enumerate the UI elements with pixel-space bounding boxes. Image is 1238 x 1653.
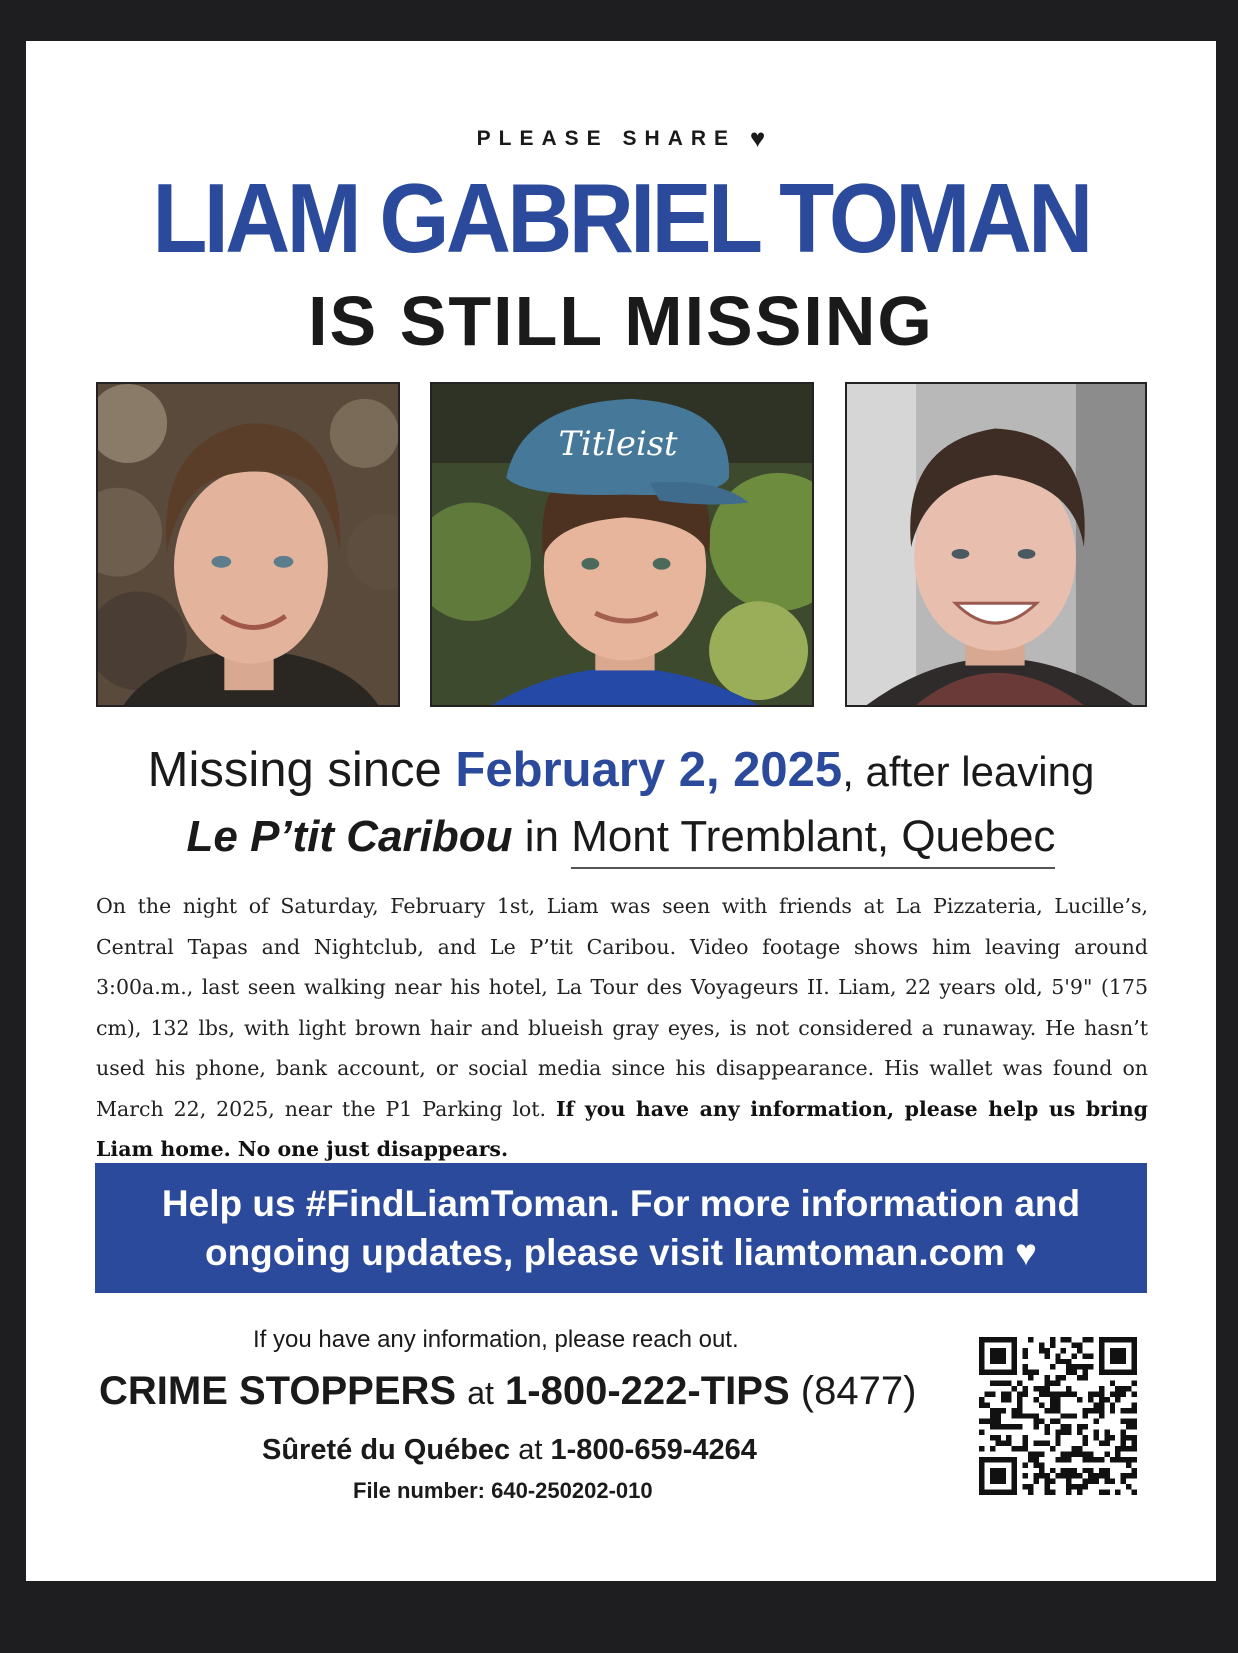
please-share-label bbox=[26, 123, 1216, 154]
crime-phone: 1-800-222-TIPS bbox=[505, 1369, 790, 1413]
banner-line-2-wrap bbox=[205, 1228, 1037, 1277]
photo-3 bbox=[845, 382, 1147, 707]
file-number: File number: 640-250202-010 bbox=[353, 1478, 653, 1503]
since-suffix: , after leaving bbox=[842, 748, 1095, 795]
heart-icon: ♥ bbox=[749, 123, 766, 153]
since-prefix: Missing since bbox=[147, 743, 442, 797]
person-name: LIAM GABRIEL TOMAN bbox=[152, 163, 1090, 273]
missing-status: IS STILL MISSING bbox=[308, 282, 934, 360]
missing-since-line bbox=[26, 743, 1216, 797]
photo-1 bbox=[96, 382, 400, 707]
qr-code[interactable] bbox=[979, 1337, 1137, 1495]
info-banner bbox=[95, 1163, 1147, 1293]
surete-at: at bbox=[518, 1434, 543, 1466]
qr-code-image bbox=[979, 1337, 1137, 1495]
town-name: Mont Tremblant, Quebec bbox=[571, 812, 1055, 869]
appeal-text: If you have any information, please help us bring Liam home. No one just disappears. bbox=[96, 1096, 1148, 1161]
svg-text:Titleist: Titleist bbox=[558, 424, 678, 464]
banner-line-2: ongoing updates, please visit liamtoman.com bbox=[204, 1232, 1005, 1273]
crime-code: (8477) bbox=[800, 1369, 917, 1413]
missing-date: February 2, 2025 bbox=[455, 743, 843, 797]
venue-name: Le P’tit Caribou bbox=[186, 812, 513, 861]
story-text: On the night of Saturday, February 1st, Liam was seen with friends at La Pizzateria, Lucille’s, Central Tapas and Nightclub, and Le P’tit Caribou. Video footage shows him leaving around 3:00a.m., last seen walking near his hotel, La Tour des Voyageurs II. Liam, 22 years old, 5'9" (175 cm), 132 lbs, with light brown hair and blueish gray eyes, is not considered a runaway. He hasn’t used his phone, bank account, or social media since his disappearance. His wallet was found on March 22, 2025, near the P1 Parking lot. bbox=[96, 894, 1148, 1121]
last-seen-location bbox=[26, 812, 1216, 861]
crime-at: at bbox=[467, 1375, 494, 1411]
crime-stoppers-label: CRIME STOPPERS bbox=[99, 1369, 457, 1413]
share-text: PLEASE SHARE bbox=[476, 127, 737, 150]
surete-phone: 1-800-659-4264 bbox=[550, 1434, 757, 1466]
banner-line-1: Help us #FindLiamToman. For more information and bbox=[161, 1183, 1081, 1224]
crime-stoppers-line bbox=[99, 1369, 916, 1414]
story-paragraph bbox=[96, 886, 1148, 1170]
heart-icon: ♥ bbox=[1015, 1232, 1037, 1273]
reach-out-text: If you have any information, please reach out. bbox=[253, 1326, 739, 1353]
surete-label: Sûreté du Québec bbox=[262, 1434, 511, 1466]
photo-2 bbox=[430, 382, 814, 707]
missing-person-poster bbox=[26, 41, 1216, 1581]
in-word: in bbox=[524, 812, 559, 861]
surete-line bbox=[262, 1434, 757, 1467]
